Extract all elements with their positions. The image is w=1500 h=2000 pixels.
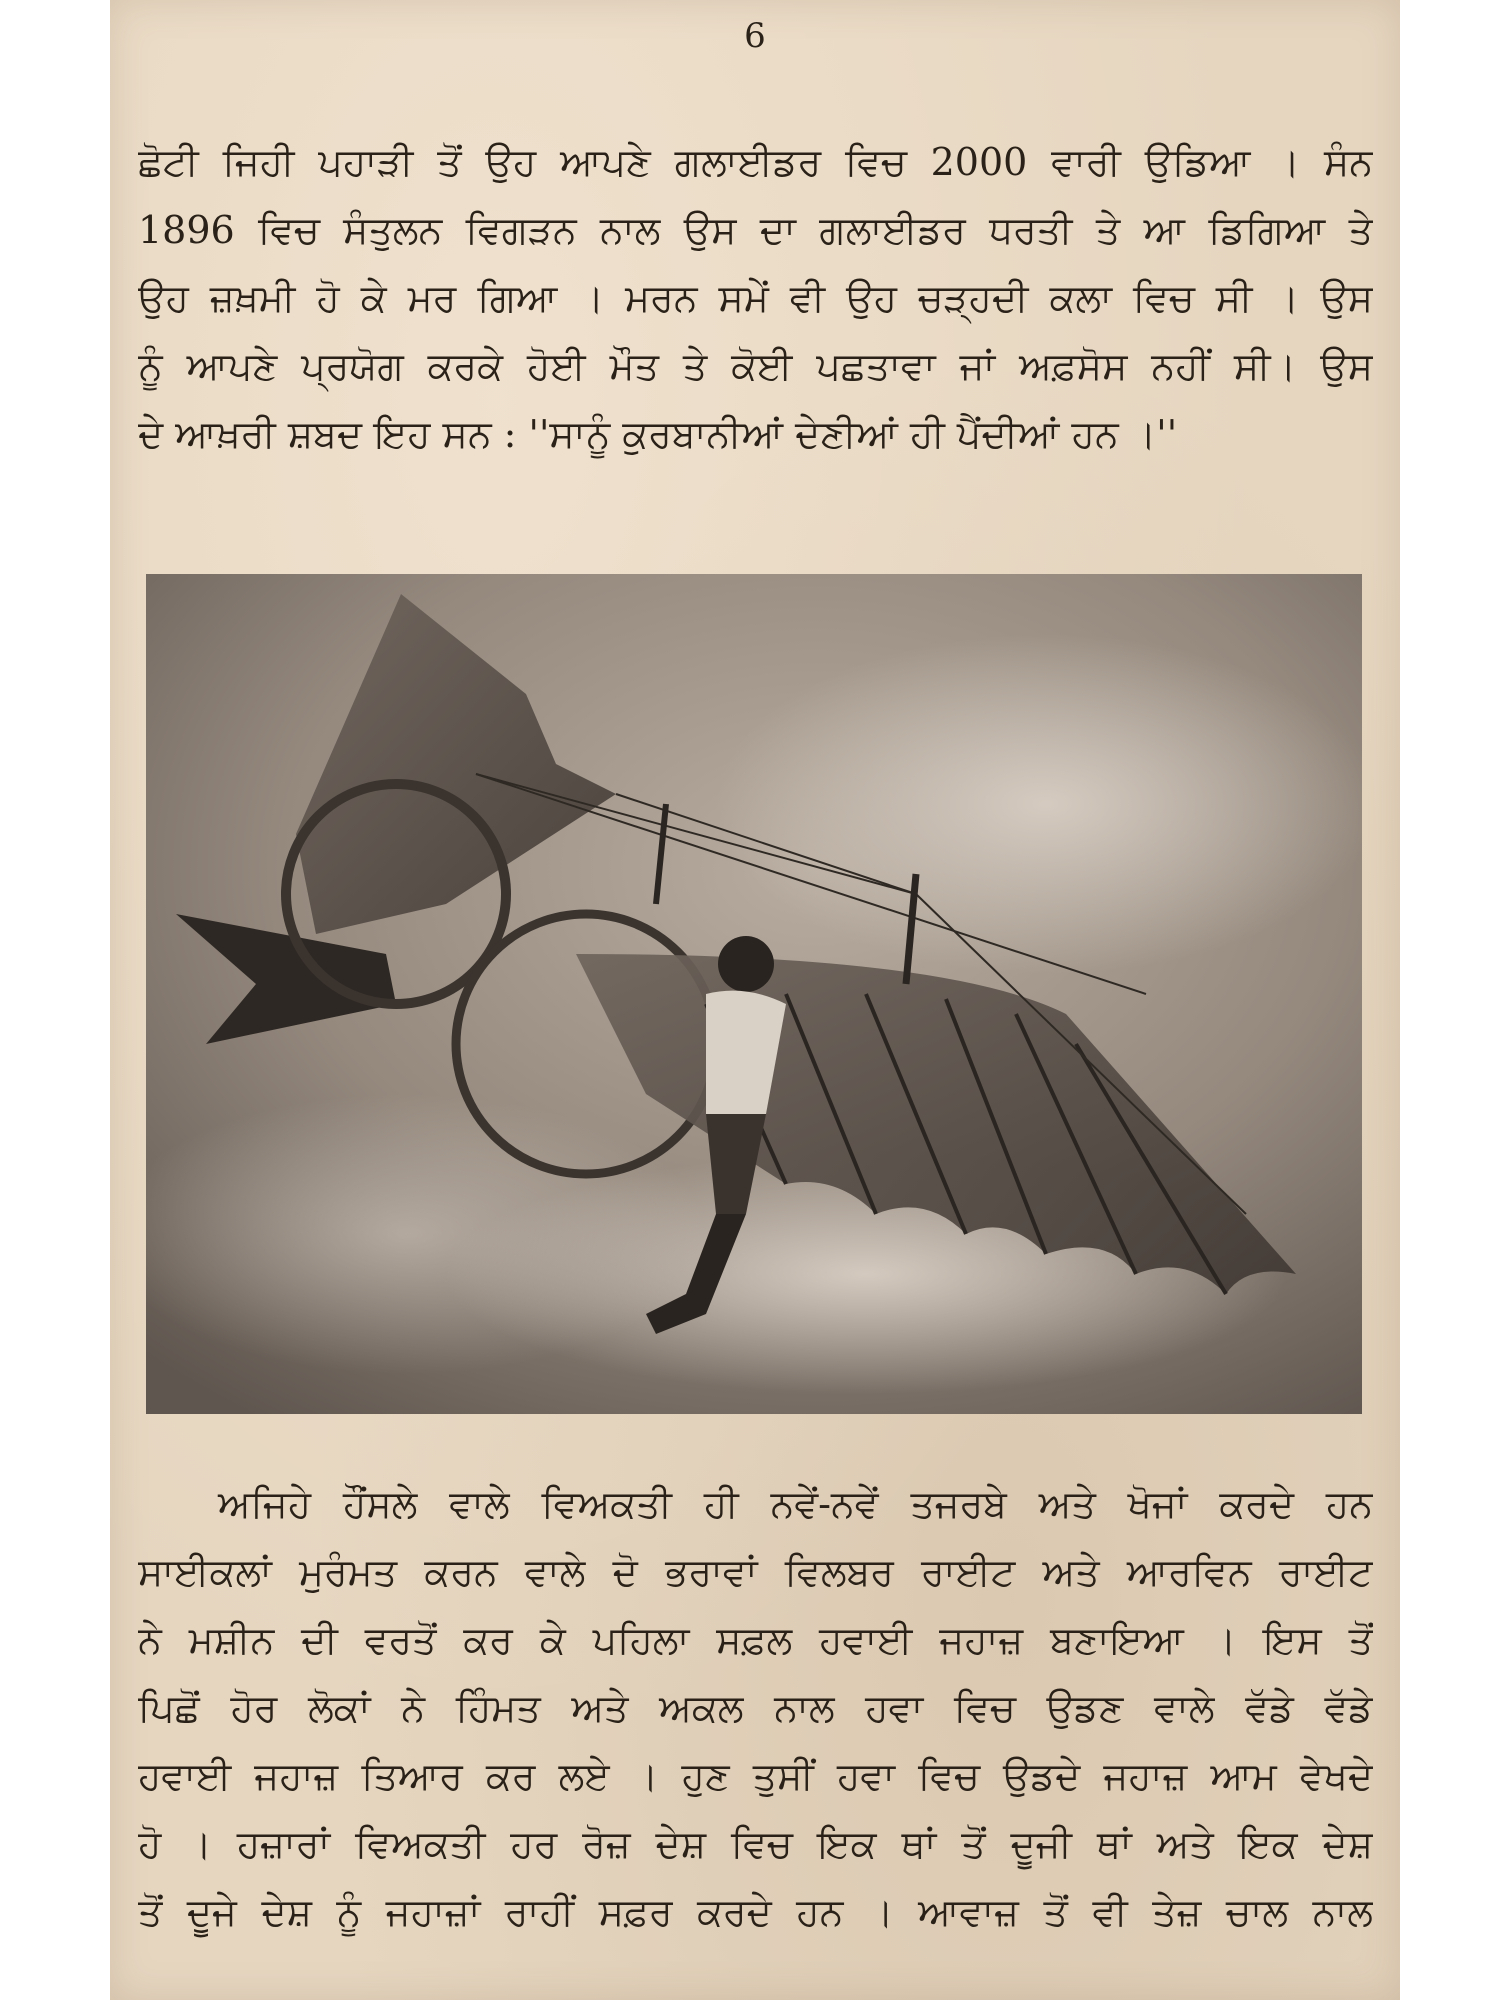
text-line: 1896 ਵਿਚ ਸੰਤੁਲਨ ਵਿਗੜਨ ਨਾਲ ਉਸ ਦਾ ਗਲਾਈਡਰ ਧਰਤੀ ਤੇ ਆ ਡਿਗਿਆ ਤੇ — [138, 208, 1373, 252]
text-line: ਨੇ ਮਸ਼ੀਨ ਦੀ ਵਰਤੋਂ ਕਰ ਕੇ ਪਹਿਲਾ ਸਫ਼ਲ ਹਵਾਈ ਜਹਾਜ਼ ਬਣਾਇਆ । ਇਸ ਤੋਂ — [138, 1618, 1373, 1662]
text-line: ਦੇ ਆਖ਼ਰੀ ਸ਼ਬਦ ਇਹ ਸਨ : ''ਸਾਨੂੰ ਕੁਰਬਾਨੀਆਂ ਦੇਣੀਆਂ ਹੀ ਪੈਂਦੀਆਂ ਹਨ ।'' — [138, 412, 1178, 456]
text-line: ਹੋ । ਹਜ਼ਾਰਾਂ ਵਿਅਕਤੀ ਹਰ ਰੋਜ਼ ਦੇਸ਼ ਵਿਚ ਇਕ ਥਾਂ ਤੋਂ ਦੂਜੀ ਥਾਂ ਅਤੇ ਇਕ ਦੇਸ਼ — [138, 1822, 1373, 1866]
text-line: ਉਹ ਜ਼ਖ਼ਮੀ ਹੋ ਕੇ ਮਰ ਗਿਆ । ਮਰਨ ਸਮੇਂ ਵੀ ਉਹ ਚੜ੍ਹਦੀ ਕਲਾ ਵਿਚ ਸੀ । ਉਸ — [138, 276, 1373, 320]
text-line: ਤੋਂ ਦੂਜੇ ਦੇਸ਼ ਨੂੰ ਜਹਾਜ਼ਾਂ ਰਾਹੀਂ ਸਫ਼ਰ ਕਰਦੇ ਹਨ । ਆਵਾਜ਼ ਤੋਂ ਵੀ ਤੇਜ਼ ਚਾਲ ਨਾਲ — [138, 1890, 1373, 1934]
text-line: ਛੋਟੀ ਜਿਹੀ ਪਹਾੜੀ ਤੋਂ ਉਹ ਆਪਣੇ ਗਲਾਈਡਰ ਵਿਚ 2000 ਵਾਰੀ ਉਡਿਆ । ਸੰਨ — [138, 140, 1373, 184]
glider-photo — [146, 574, 1362, 1414]
text-line: ਨੂੰ ਆਪਣੇ ਪ੍ਰਯੋਗ ਕਰਕੇ ਹੋਈ ਮੌਤ ਤੇ ਕੋਈ ਪਛਤਾਵਾ ਜਾਂ ਅਫ਼ਸੋਸ ਨਹੀਂ ਸੀ। ਉਸ — [138, 344, 1373, 388]
text-line: ਸਾਈਕਲਾਂ ਮੁਰੰਮਤ ਕਰਨ ਵਾਲੇ ਦੋ ਭਰਾਵਾਂ ਵਿਲਬਰ ਰਾਈਟ ਅਤੇ ਆਰਵਿਨ ਰਾਈਟ — [138, 1550, 1373, 1594]
book-page — [110, 0, 1400, 2000]
top-paragraph — [138, 128, 1373, 468]
text-line: ਹਵਾਈ ਜਹਾਜ਼ ਤਿਆਰ ਕਰ ਲਏ । ਹੁਣ ਤੁਸੀਂ ਹਵਾ ਵਿਚ ਉਡਦੇ ਜਹਾਜ਼ ਆਮ ਵੇਖਦੇ — [138, 1754, 1373, 1798]
cloud-shape — [716, 634, 1362, 974]
glider-illustration — [146, 574, 1362, 1414]
text-line: ਅਜਿਹੇ ਹੌਂਸਲੇ ਵਾਲੇ ਵਿਅਕਤੀ ਹੀ ਨਵੇਂ-ਨਵੇਂ ਤਜਰਬੇ ਅਤੇ ਖੋਜਾਂ ਕਰਦੇ ਹਨ — [218, 1482, 1373, 1526]
page-number: 6 — [744, 16, 766, 56]
text-line: ਪਿਛੋਂ ਹੋਰ ਲੋਕਾਂ ਨੇ ਹਿੰਮਤ ਅਤੇ ਅਕਲ ਨਾਲ ਹਵਾ ਵਿਚ ਉਡਣ ਵਾਲੇ ਵੱਡੇ ਵੱਡੇ — [138, 1686, 1373, 1730]
bottom-paragraph — [138, 1470, 1373, 1946]
